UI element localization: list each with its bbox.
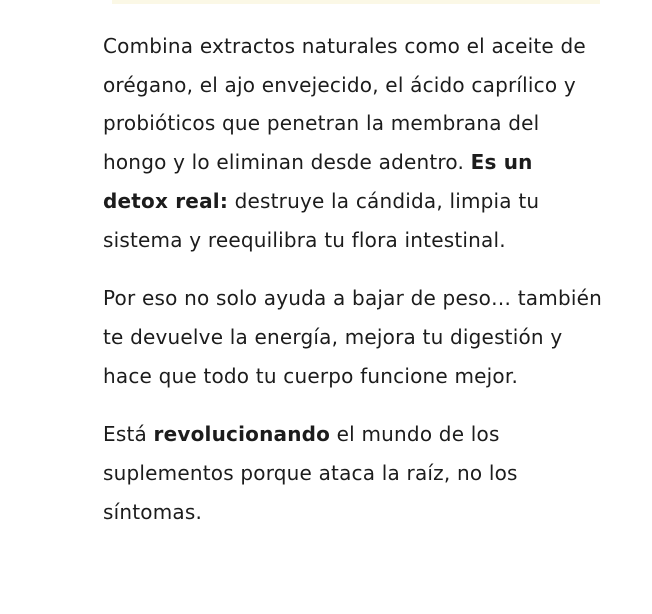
- paragraph-ingredients: [103, 27, 603, 259]
- article-body: [103, 27, 603, 551]
- revolution-text: el mundo de los suplementos porque ataca la raíz, no los síntomas.: [103, 422, 518, 524]
- paragraph-revolution: [103, 415, 603, 531]
- benefits-text: Por eso no solo ayuda a bajar de peso… también te devuelve la energía, mejora tu digestión y hace que todo tu cuerpo funcione mejor.: [103, 286, 602, 388]
- ingredients-text: Combina extractos naturales como el aceite de orégano, el ajo envejecido, el ácido caprílico y probióticos que penetran la membrana del hongo y lo eliminan desde adentro.: [103, 34, 586, 175]
- detox-text: destruye la cándida, limpia tu sistema y reequilibra tu flora intestinal.: [103, 188, 540, 252]
- paragraph-benefits: [103, 279, 603, 395]
- highlight-box-edge: [112, 0, 600, 4]
- revolution-highlight: revolucionando: [153, 422, 331, 447]
- revolution-lead: Está: [103, 422, 154, 447]
- detox-highlight: Es un detox real:: [103, 150, 533, 213]
